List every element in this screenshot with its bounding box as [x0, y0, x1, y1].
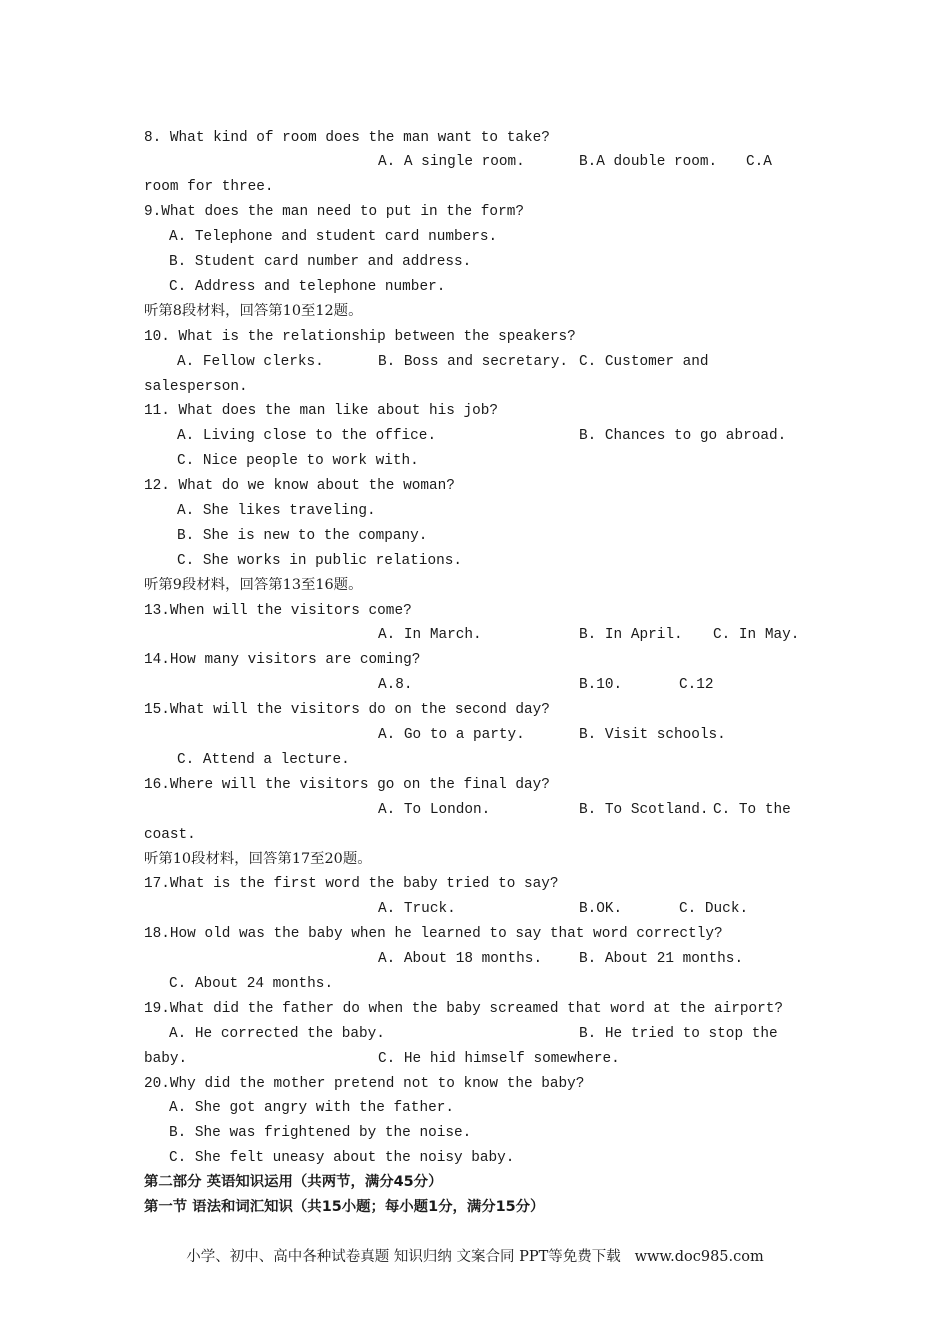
- q10-option-c-cont: salesperson.: [144, 379, 248, 395]
- q11-option-b: B. Chances to go abroad.: [579, 428, 787, 444]
- q16-option-c: C. To the: [713, 802, 791, 818]
- q11-option-c: C. Nice people to work with.: [177, 453, 419, 469]
- question-18: 18.How old was the baby when he learned to say that word correctly?: [144, 926, 723, 942]
- q8-option-b: B.A double room.: [579, 154, 718, 170]
- q19-option-b-cont: baby.: [144, 1051, 188, 1067]
- q15-option-a: A. Go to a party.: [378, 727, 525, 743]
- q8-option-c-cont: room for three.: [144, 179, 274, 195]
- q9-option-a: A. Telephone and student card numbers.: [169, 229, 498, 245]
- question-11: 11. What does the man like about his job?: [144, 403, 499, 419]
- q15-option-b: B. Visit schools.: [579, 727, 726, 743]
- section-heading-8: 听第8段材料，回答第10至12题。: [144, 303, 363, 319]
- question-9: 9.What does the man need to put in the form?: [144, 204, 524, 220]
- q8-option-a: A. A single room.: [378, 154, 525, 170]
- question-20: 20.Why did the mother pretend not to know the baby?: [144, 1076, 585, 1092]
- q20-option-c: C. She felt uneasy about the noisy baby.: [169, 1150, 515, 1166]
- question-14: 14.How many visitors are coming?: [144, 652, 421, 668]
- question-19: 19.What did the father do when the baby screamed that word at the airport?: [144, 1001, 784, 1017]
- question-12: 12. What do we know about the woman?: [144, 478, 455, 494]
- question-16: 16.Where will the visitors go on the final day?: [144, 777, 550, 793]
- section-heading-9: 听第9段材料，回答第13至16题。: [144, 577, 363, 593]
- q17-option-c: C. Duck.: [679, 901, 749, 917]
- q20-option-b: B. She was frightened by the noise.: [169, 1125, 472, 1141]
- q19-option-b: B. He tried to stop the: [579, 1026, 778, 1042]
- q19-option-c: C. He hid himself somewhere.: [378, 1051, 620, 1067]
- q15-option-c: C. Attend a lecture.: [177, 752, 350, 768]
- q14-option-c: C.12: [679, 677, 714, 693]
- q17-option-a: A. Truck.: [378, 901, 456, 917]
- q12-option-a: A. She likes traveling.: [177, 503, 376, 519]
- q13-option-b: B. In April.: [579, 627, 683, 643]
- part-two-heading: 第二部分 英语知识运用（共两节，满分45分）: [144, 1174, 443, 1190]
- q13-option-a: A. In March.: [378, 627, 482, 643]
- q11-option-a: A. Living close to the office.: [177, 428, 437, 444]
- q18-option-b: B. About 21 months.: [579, 951, 744, 967]
- q17-option-b: B.OK.: [579, 901, 623, 917]
- q8-option-c: C.A: [746, 154, 772, 170]
- q10-option-b: B. Boss and secretary.: [378, 354, 568, 370]
- q12-option-b: B. She is new to the company.: [177, 528, 428, 544]
- q10-option-c: C. Customer and: [579, 354, 709, 370]
- q18-option-a: A. About 18 months.: [378, 951, 543, 967]
- q19-option-a: A. He corrected the baby.: [169, 1026, 385, 1042]
- q12-option-c: C. She works in public relations.: [177, 553, 462, 569]
- page-footer: 小学、初中、高中各种试卷真题 知识归纳 文案合同 PPT等免费下载 www.doc985.com: [186, 1249, 764, 1265]
- question-8: 8. What kind of room does the man want to take?: [144, 130, 550, 146]
- q9-option-c: C. Address and telephone number.: [169, 279, 446, 295]
- q14-option-a: A.8.: [378, 677, 413, 693]
- q16-option-b: B. To Scotland.: [579, 802, 709, 818]
- q16-option-a: A. To London.: [378, 802, 491, 818]
- q16-option-c-cont: coast.: [144, 827, 196, 843]
- question-15: 15.What will the visitors do on the second day?: [144, 702, 550, 718]
- section-heading-10: 听第10段材料，回答第17至20题。: [144, 851, 372, 867]
- question-13: 13.When will the visitors come?: [144, 603, 412, 619]
- section-one-heading: 第一节 语法和词汇知识（共15小题；每小题1分，满分15分）: [144, 1199, 545, 1215]
- q18-option-c: C. About 24 months.: [169, 976, 334, 992]
- question-10: 10. What is the relationship between the speakers?: [144, 329, 576, 345]
- q14-option-b: B.10.: [579, 677, 623, 693]
- question-17: 17.What is the first word the baby tried to say?: [144, 876, 559, 892]
- q20-option-a: A. She got angry with the father.: [169, 1100, 454, 1116]
- q10-option-a: A. Fellow clerks.: [177, 354, 324, 370]
- q9-option-b: B. Student card number and address.: [169, 254, 472, 270]
- q13-option-c: C. In May.: [713, 627, 800, 643]
